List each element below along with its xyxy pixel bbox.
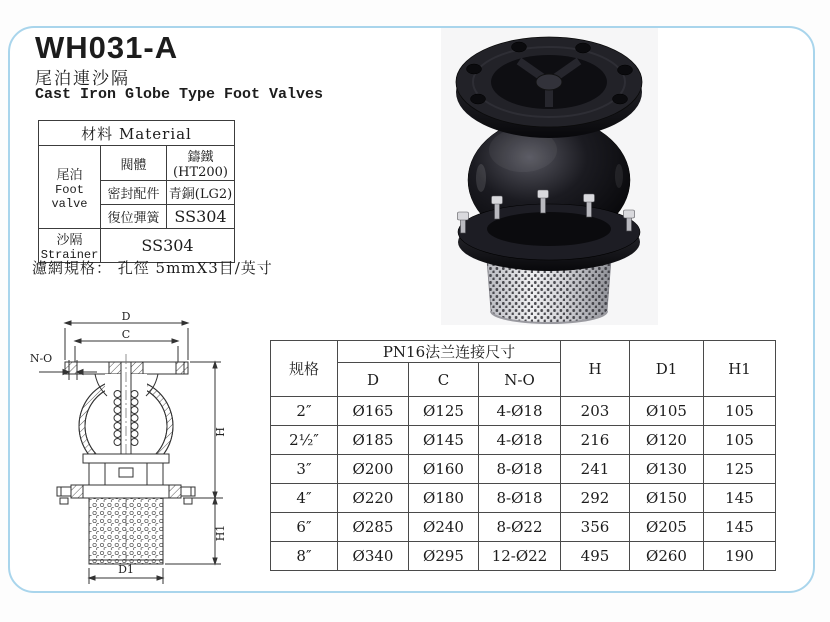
cell-size: 6″ xyxy=(271,513,338,542)
cell-d: Ø285 xyxy=(338,513,409,542)
materials-table-title: 材料 Material xyxy=(39,121,235,146)
table-row xyxy=(271,426,776,455)
cell-h: 241 xyxy=(561,455,630,484)
col-header-h: H xyxy=(561,341,630,397)
material-value: SS304 xyxy=(167,205,235,229)
dim-label-h1: H1 xyxy=(214,524,227,542)
cell-h1: 190 xyxy=(704,542,776,571)
dimensions-table xyxy=(270,340,776,571)
cell-d1: Ø120 xyxy=(630,426,704,455)
materials-table xyxy=(38,120,235,263)
cell-d: Ø340 xyxy=(338,542,409,571)
photo-top-flange xyxy=(456,37,642,138)
cell-h: 292 xyxy=(561,484,630,513)
cell-h: 203 xyxy=(561,397,630,426)
strainer-material-value: SS304 xyxy=(101,229,235,263)
cell-no: 4-Ø18 xyxy=(479,397,561,426)
table-row xyxy=(271,513,776,542)
col-header-c: C xyxy=(409,363,479,397)
col-header-flange-group: PN16法兰连接尺寸 xyxy=(338,341,561,363)
product-photo xyxy=(437,28,662,325)
cell-no: 12-Ø22 xyxy=(479,542,561,571)
material-part: 復位彈簧 xyxy=(101,205,167,229)
dim-label-d: D xyxy=(121,310,131,323)
col-header-d1: D1 xyxy=(630,341,704,397)
page-title: WH031-A xyxy=(35,30,179,65)
cell-h: 216 xyxy=(561,426,630,455)
cell-h: 356 xyxy=(561,513,630,542)
cell-d: Ø220 xyxy=(338,484,409,513)
material-part: 密封配件 xyxy=(101,181,167,205)
dim-label-h: H xyxy=(214,427,227,437)
cell-d1: Ø205 xyxy=(630,513,704,542)
cell-c: Ø180 xyxy=(409,484,479,513)
cell-d: Ø185 xyxy=(338,426,409,455)
drawing-valve-section xyxy=(39,321,223,584)
cell-c: Ø145 xyxy=(409,426,479,455)
cell-h1: 145 xyxy=(704,484,776,513)
dim-label-no: N-O xyxy=(29,352,53,365)
cell-no: 4-Ø18 xyxy=(479,426,561,455)
technical-drawing xyxy=(25,310,240,592)
subtitle-chinese: 尾泊連沙隔 xyxy=(35,69,130,89)
table-row xyxy=(271,542,776,571)
cell-size: 4″ xyxy=(271,484,338,513)
cell-no: 8-Ø22 xyxy=(479,513,561,542)
strainer-label-zh: 沙隔 xyxy=(56,233,83,248)
materials-group-foot-valve xyxy=(39,146,101,229)
filter-spec-note: 濾網規格： 孔徑 5mmX3目/英寸 xyxy=(32,259,273,277)
cell-no: 8-Ø18 xyxy=(479,455,561,484)
cell-d1: Ø130 xyxy=(630,455,704,484)
cell-c: Ø240 xyxy=(409,513,479,542)
dim-label-d1: D1 xyxy=(118,563,134,576)
cell-size: 2½″ xyxy=(271,426,338,455)
cell-h: 495 xyxy=(561,542,630,571)
col-header-spec: 规格 xyxy=(271,341,338,397)
cell-size: 8″ xyxy=(271,542,338,571)
table-row xyxy=(271,455,776,484)
strainer-label-en: Strainer xyxy=(40,248,99,262)
cell-c: Ø125 xyxy=(409,397,479,426)
material-part: 閥體 xyxy=(101,146,167,181)
foot-valve-label-en: Foot valve xyxy=(51,182,88,211)
col-header-h1: H1 xyxy=(704,341,776,397)
cell-d1: Ø150 xyxy=(630,484,704,513)
cell-h1: 105 xyxy=(704,426,776,455)
col-header-no: N-O xyxy=(479,363,561,397)
material-value: 鑄鐵(HT200) xyxy=(167,146,235,181)
subtitle-english: Cast Iron Globe Type Foot Valves xyxy=(35,86,324,103)
material-value: 青銅(LG2) xyxy=(167,181,235,205)
table-row xyxy=(271,484,776,513)
cell-d1: Ø260 xyxy=(630,542,704,571)
photo-lower-flange xyxy=(458,204,640,271)
cell-h1: 125 xyxy=(704,455,776,484)
cell-d: Ø165 xyxy=(338,397,409,426)
cell-h1: 105 xyxy=(704,397,776,426)
dim-label-c: C xyxy=(121,328,131,341)
cell-d1: Ø105 xyxy=(630,397,704,426)
cell-size: 3″ xyxy=(271,455,338,484)
foot-valve-label-zh: 尾泊 xyxy=(56,167,83,183)
table-row xyxy=(271,397,776,426)
col-header-d: D xyxy=(338,363,409,397)
cell-h1: 145 xyxy=(704,513,776,542)
cell-c: Ø160 xyxy=(409,455,479,484)
cell-size: 2″ xyxy=(271,397,338,426)
cell-no: 8-Ø18 xyxy=(479,484,561,513)
cell-c: Ø295 xyxy=(409,542,479,571)
cell-d: Ø200 xyxy=(338,455,409,484)
